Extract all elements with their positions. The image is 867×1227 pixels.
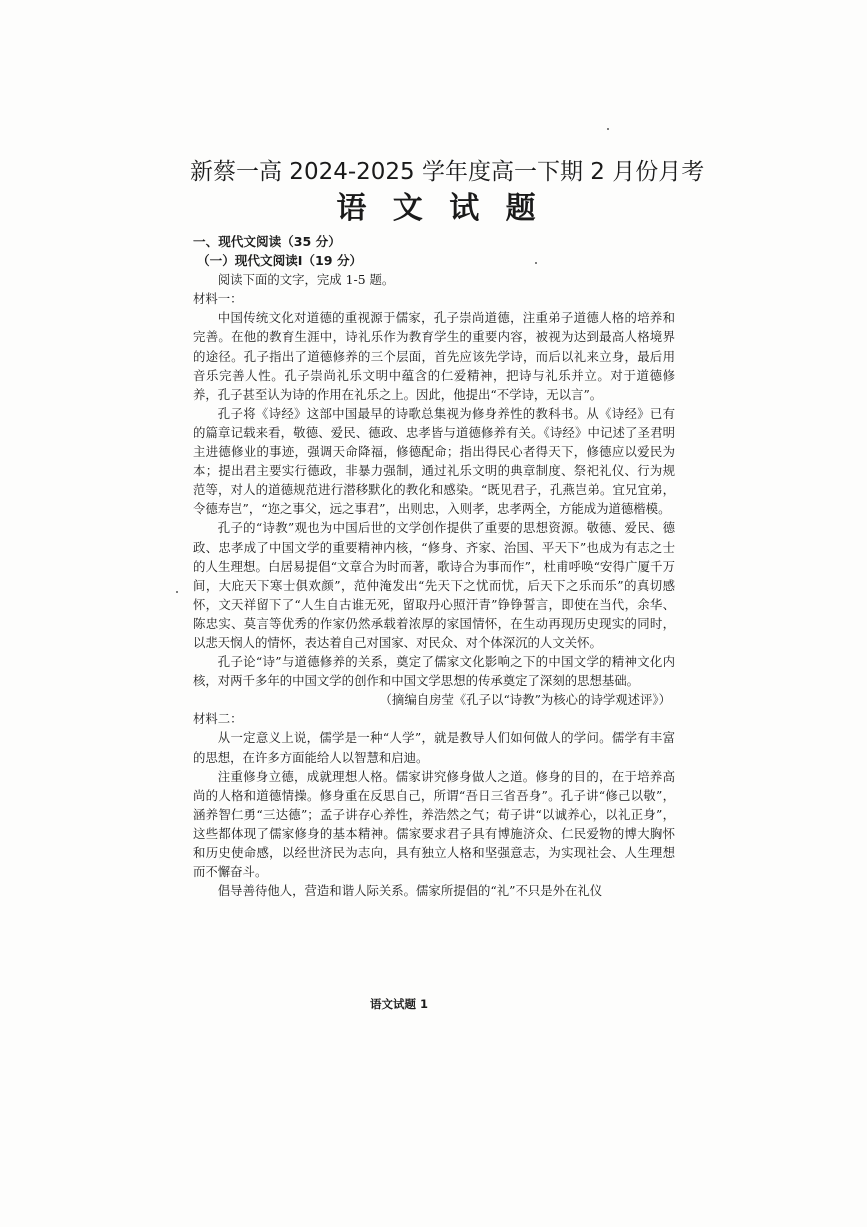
- material-2-label: 材料二：: [193, 711, 243, 727]
- material-1-paragraph: 孔子的“诗教”观也为中国后世的文学创作提供了重要的思想资源。敬德、爱民、德政、忠孝成了中国文学的重要精神内核，“修身、齐家、治国、平天下”也成为有志之士的人生理想。白居易提倡“文章合为时而著，歌诗合为事而作”，杜甫呼唤“安得广厦千万间，大庇天下寒士俱欢颜”，范仲淹发出“先天下之忧而忧，后天下之乐而乐”的真切感怀，文天祥留下了“人生自古谁无死，留取丹心照汗青”铮铮誓言，即使在当代，余华、陈忠实、莫言等优秀的作家仍然承载着浓厚的家国情怀，在生动再现历史现实的同时，以悲天悯人的情怀，表达着自己对国家、对民众、对个体深沉的人文关怀。: [193, 520, 675, 650]
- material-2-paragraph: 注重修身立德，成就理想人格。儒家讲究修身做人之道。修身的目的，在于培养高尚的人格和道德情操。修身重在反思自己，所谓“吾日三省吾身”。孔子讲“修己以敬”，涵养智仁勇“三达德”；孟子讲存心养性，养浩然之气；荀子讲“以诚养心，以礼正身”，这些都体现了儒家修身的基本精神。儒家要求君子具有博施济众、仁民爱物的博大胸怀和历史使命感，以经世济民为志向，具有独立人格和坚强意志，为实现社会、人生理想而不懈奋斗。: [193, 768, 675, 880]
- reading-instruction: 阅读下面的文字，完成 1-5 题。: [217, 272, 395, 288]
- exam-body: [193, 232, 675, 900]
- material-1-label: 材料一：: [193, 291, 243, 307]
- section-heading: 一、现代文阅读（35 分）: [193, 234, 341, 249]
- material-1-paragraph: 中国传统文化对道德的重视源于儒家，孔子崇尚道德，注重弟子道德人格的培养和完善。在他的教育生涯中，诗礼乐作为教育学生的重要内容，被视为达到最高人格境界的途径。孔子指出了道德修养的三个层面，首先应该先学诗，而后以礼来立身，最后用音乐完善人性。孔子崇尚礼乐文明中蕴含的仁爱精神，把诗与礼乐并立。对于道德修养，孔子甚至认为诗的作用在礼乐之上。因此，他提出“不学诗，无以言”。: [193, 310, 675, 402]
- material-2-paragraph: 倡导善待他人，营造和谐人际关系。儒家所提倡的“礼”不只是外在礼仪: [217, 883, 603, 899]
- subsection-heading: （一）现代文阅读Ⅰ（19 分）: [197, 253, 363, 269]
- page-footer: 语文试题 1: [370, 997, 429, 1011]
- subject-title: 语 文 试 题: [336, 191, 544, 226]
- school-exam-title: 新蔡一高 2024-2025 学年度高一下期 2 月份月考: [190, 159, 705, 185]
- material-1-source: （摘编自房莹《孔子以“诗教”为核心的诗学观述评》）: [379, 692, 671, 708]
- material-2-paragraph: 从一定意义上说，儒学是一种“人学”，就是教导人们如何做人的学问。儒学有丰富的思想，在许多方面能给人以智慧和启迪。: [193, 730, 675, 765]
- material-1-paragraph: 孔子将《诗经》这部中国最早的诗歌总集视为修身养性的教科书。从《诗经》已有的篇章记载来看，敬德、爱民、德政、忠孝皆与道德修养有关。《诗经》中记述了圣君明主进德修业的事迹，强调天命降福，修德配命；指出得民心者得天下，修德应以爱民为本；提出君主要实行德政，非暴力强制，通过礼乐文明的典章制度、祭祀礼仪、行为规范等，对人的道德规范进行潜移默化的教化和感染。“既见君子，孔燕岂弟。宜兄宜弟，令德寿岂”，“迩之事父，远之事君”，出则忠，入则孝，忠孝两全，方能成为道德楷模。: [193, 405, 675, 517]
- scan-speck: [535, 262, 537, 264]
- material-1-paragraph: 孔子论“诗”与道德修养的关系，奠定了儒家文化影响之下的中国文学的精神文化内核，对两千多年的中国文学的创作和中国文学思想的传承奠定了深刻的思想基础。: [193, 654, 675, 689]
- scan-speck: [176, 591, 178, 593]
- scan-speck: [607, 128, 609, 130]
